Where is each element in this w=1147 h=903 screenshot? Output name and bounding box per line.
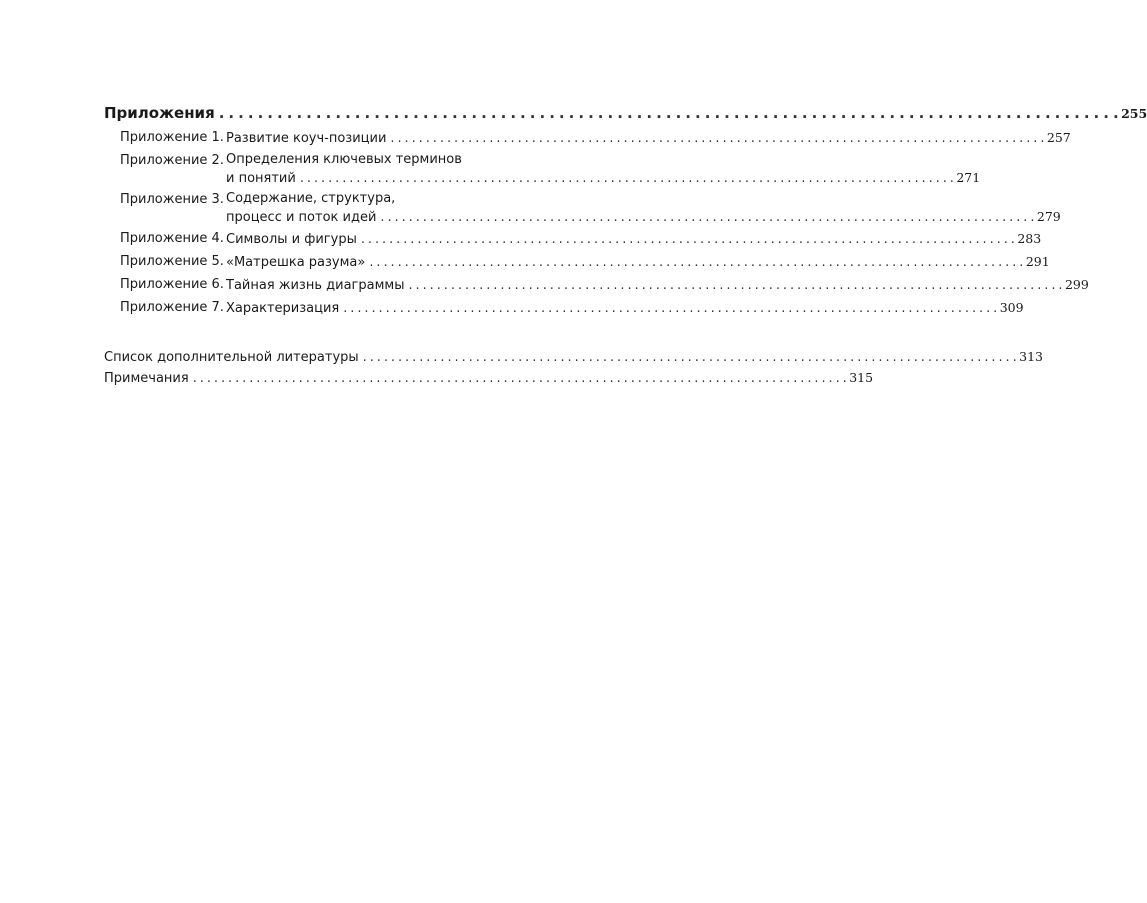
toc-entry-page: 257 xyxy=(1046,130,1071,145)
toc-entry-appendix-3[interactable] xyxy=(120,190,1061,227)
toc-entry-appendix-6[interactable] xyxy=(120,275,1089,296)
toc-entry-bibliography[interactable] xyxy=(104,347,1044,368)
toc-entry-page: 309 xyxy=(999,300,1024,315)
toc-entry-appendix-1[interactable] xyxy=(120,128,1071,149)
toc-entry-page: 315 xyxy=(849,370,874,385)
toc-entry-page: 279 xyxy=(1036,209,1061,224)
toc-entry-label: Приложение 5. xyxy=(120,254,224,269)
toc-entry-title: Приложения xyxy=(104,104,215,122)
dot-leader xyxy=(363,348,1016,368)
toc-entry-notes[interactable] xyxy=(104,368,874,389)
toc-entry-page: 255 xyxy=(1121,106,1147,121)
toc-entry-title-line-1: Содержание, структура, xyxy=(226,191,396,206)
dot-leader xyxy=(343,299,996,319)
dot-leader xyxy=(390,129,1043,149)
toc-entry-appendix-7[interactable] xyxy=(120,298,1024,319)
toc-entry-title: Список дополнительной литературы xyxy=(104,350,359,365)
toc-entry-title: и понятий xyxy=(226,171,296,186)
dot-leader xyxy=(300,170,953,188)
dot-leader xyxy=(361,230,1014,250)
toc-entry-title: Символы и фигуры xyxy=(226,232,357,247)
toc-entry-page: 271 xyxy=(956,170,981,185)
toc-entry-title: процесс и поток идей xyxy=(226,210,377,225)
toc-entry-title: Примечания xyxy=(104,371,189,386)
toc-entry-title: Тайная жизнь диаграммы xyxy=(226,278,405,293)
dot-leader xyxy=(369,253,1022,273)
toc-entry-label: Приложение 6. xyxy=(120,277,224,292)
dot-leader xyxy=(219,102,1118,124)
section-spacer xyxy=(104,319,518,347)
toc-entry-appendix-2[interactable] xyxy=(120,151,981,188)
toc-entry-page: 291 xyxy=(1025,254,1050,269)
toc-entry-page: 313 xyxy=(1019,349,1044,364)
table-of-contents xyxy=(104,102,1147,389)
toc-entry-appendices[interactable] xyxy=(104,102,1147,125)
toc-entry-page: 283 xyxy=(1017,231,1042,246)
toc-entry-page: 299 xyxy=(1064,277,1089,292)
dot-leader xyxy=(193,369,846,389)
toc-entry-label: Приложение 1. xyxy=(120,130,224,145)
toc-entry-label: Приложение 2. xyxy=(120,153,224,168)
toc-entry-title: Характеризация xyxy=(226,301,340,316)
toc-entry-appendix-5[interactable] xyxy=(120,252,1050,273)
toc-entry-title: Развитие коуч-позиции xyxy=(226,131,387,146)
toc-entry-label: Приложение 7. xyxy=(120,300,224,315)
toc-entry-label: Приложение 3. xyxy=(120,192,224,207)
dot-leader xyxy=(380,209,1033,227)
toc-entry-label: Приложение 4. xyxy=(120,231,224,246)
dot-leader xyxy=(408,276,1061,296)
toc-entry-title-line-1: Определения ключевых терминов xyxy=(226,152,462,167)
toc-entry-title: «Матрешка разума» xyxy=(226,255,366,270)
toc-entry-appendix-4[interactable] xyxy=(120,229,1042,250)
